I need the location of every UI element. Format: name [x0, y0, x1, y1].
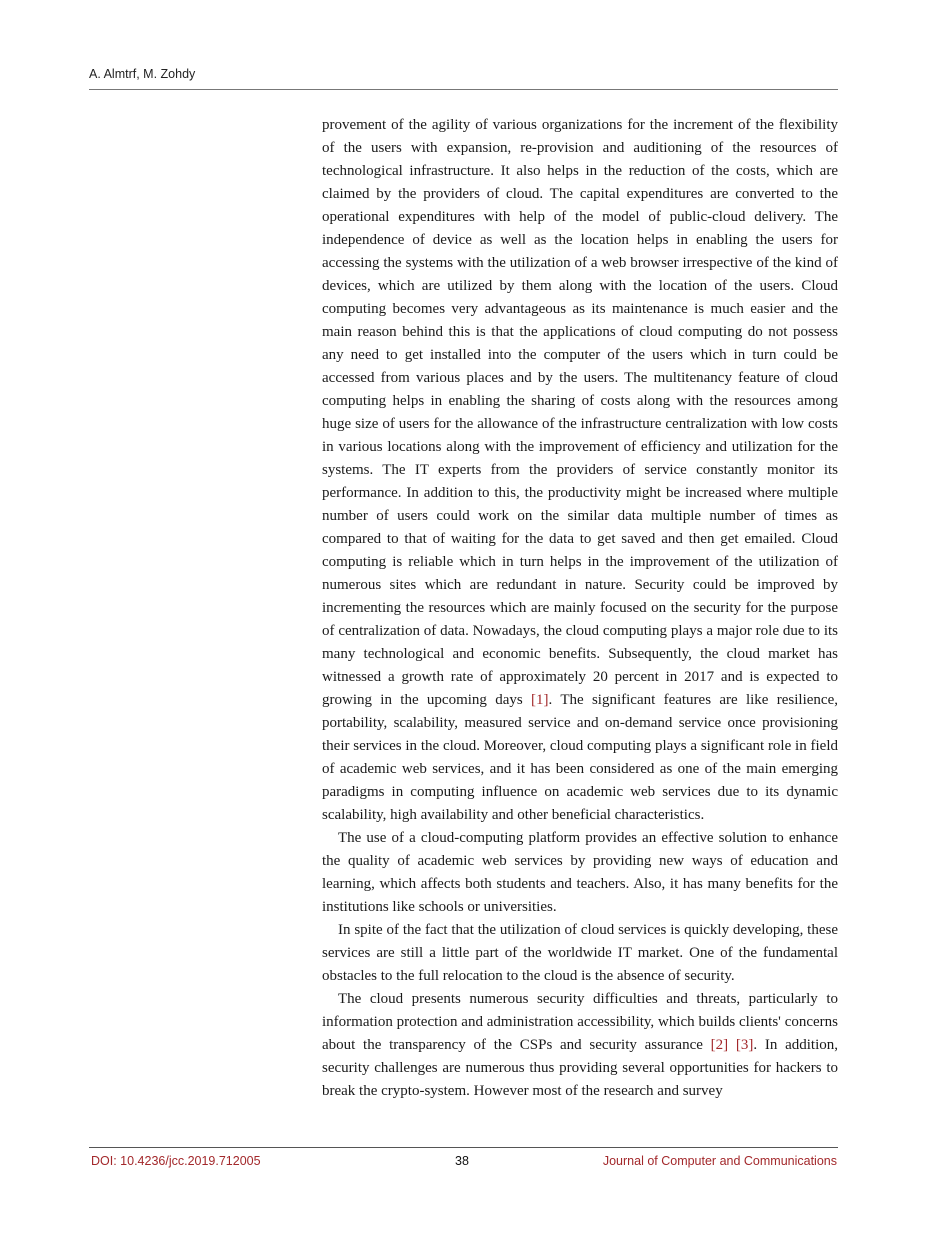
footer-divider [89, 1147, 838, 1148]
paragraph-2: The use of a cloud-computing platform provides an effective solution to enhance the quality of academic web services by providing new ways of education and learning, which affects both students and teachers. Also, it has many benefits for the institutions like schools or universities. [322, 830, 838, 915]
header-divider [89, 89, 838, 90]
paragraph-1-text-b: . The significant features are like resilience, portability, scalability, measured service and on-demand service once provisioning their services in the cloud. Moreover, cloud computing plays a significant role in field of academic web services, and it has been considered as one of the main emerging paradigms in computing influence on academic web services due to its dynamic scalability, high availability and other beneficial characteristics. [322, 692, 838, 823]
citation-2[interactable]: [2] [710, 1037, 729, 1053]
footer-doi-link[interactable]: DOI: 10.4236/jcc.2019.712005 [91, 1154, 261, 1168]
page-number: 38 [455, 1154, 469, 1168]
running-header-authors: A. Almtrf, M. Zohdy [89, 67, 196, 81]
citation-separator [728, 1037, 736, 1053]
article-body [322, 114, 838, 1103]
citation-1[interactable]: [1] [531, 692, 549, 708]
paragraph-4-text-a: The cloud presents numerous security difficulties and threats, particularly to information protection and administration accessibility, which builds clients' concerns about the transparency of the CSPs and security assurance [322, 991, 838, 1053]
citation-3[interactable]: [3] [735, 1037, 754, 1053]
footer-journal-link[interactable]: Journal of Computer and Communications [602, 1154, 837, 1168]
paragraph-4-text-b: . In addition, security challenges are numerous thus providing several opportunities for hackers to break the crypto-system. However most of the research and survey [322, 1037, 838, 1099]
paragraph-4 [322, 988, 838, 1103]
paragraph-3: In spite of the fact that the utilization of cloud services is quickly developing, these services are still a little part of the worldwide IT market. One of the fundamental obstacles to the full relocation to the cloud is the absence of security. [322, 922, 838, 984]
paragraph-1 [322, 114, 838, 827]
paragraph-1-text-a: provement of the agility of various organizations for the increment of the flexibility of the users with expansion, re-provision and auditioning of the resources of technological infrastructure. It also helps in the reduction of the costs, which are claimed by the providers of cloud. The capital expenditures are converted to the operational expenditures with help of the model of public-cloud delivery. The independence of device as well as the location helps in enabling the users for accessing the systems with the utilization of a web browser irrespective of the kind of devices, which are utilized by them along with the location of the users. Cloud computing becomes very advantageous as its maintenance is much easier and the main reason behind this is that the applications of cloud computing do not possess any need to get installed into the computer of the users which in turn could be accessed from various places and by the users. The multitenancy feature of cloud computing helps in enabling the sharing of costs along with the resources among huge size of users for the allowance of the infrastructure centralization with low costs in various locations along with the improvement of efficiency and utilization for the systems. The IT experts from the providers of service constantly monitor its performance. In addition to this, the productivity might be increased where multiple number of users could work on the similar data multiple number of times as compared to that of waiting for the data to get saved and then get emailed. Cloud computing is reliable which in turn helps in the improvement of the utilization of numerous sites which are redundant in nature. Security could be improved by incrementing the resources which are mainly focused on the security for the purpose of centralization of data. Nowadays, the cloud computing plays a major role due to its many technological and economic benefits. Subsequently, the cloud market has witnessed a growth rate of approximately 20 percent in 2017 and is expected to growing in the upcoming days [322, 117, 838, 708]
